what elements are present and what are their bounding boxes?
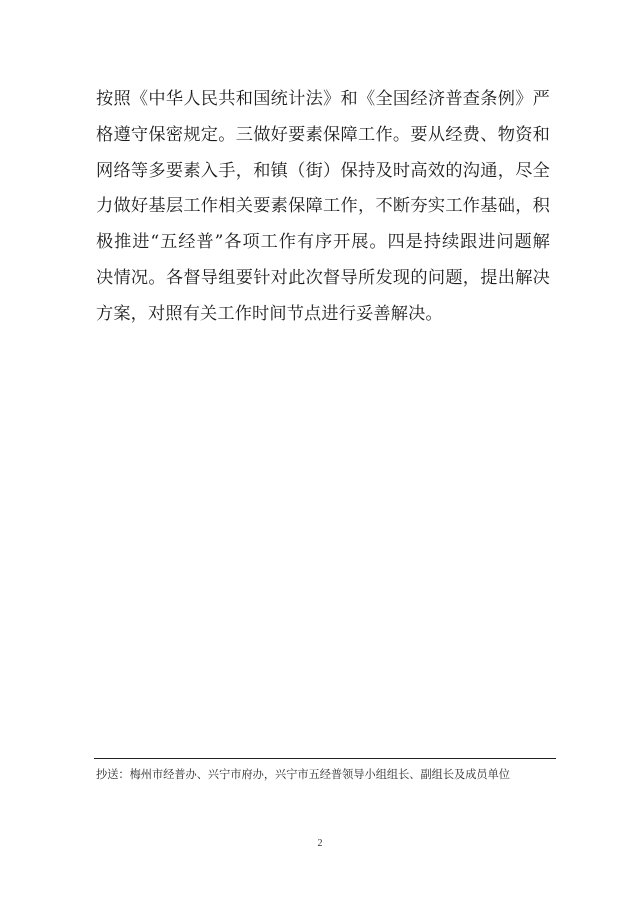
cc-distribution-line: 抄送：梅州市经普办、兴宁市府办，兴宁市五经普领导小组组长、副组长及成员单位 [96, 768, 510, 781]
paragraph-line: 格遵守保密规定。三做好要素保障工作。要从经费、物资和 [96, 124, 550, 145]
body-paragraph [96, 82, 550, 333]
paragraph-line: 方案，对照有关工作时间节点进行妥善解决。 [96, 303, 443, 324]
paragraph-line: 网络等多要素入手，和镇（街）保持及时高效的沟通，尽全 [96, 160, 550, 181]
page-number: 2 [317, 838, 323, 849]
cc-divider [94, 758, 556, 759]
paragraph-line: 按照《中华人民共和国统计法》和《全国经济普查条例》严 [96, 89, 550, 109]
paragraph-line: 力做好基层工作相关要素保障工作，不断夯实工作基础，积 [96, 196, 550, 217]
paragraph-line: 极推进“五经普”各项工作有序开展。四是持续跟进问题解 [96, 232, 550, 253]
paragraph-line: 决情况。各督导组要针对此次督导所发现的问题，提出解决 [96, 267, 550, 288]
